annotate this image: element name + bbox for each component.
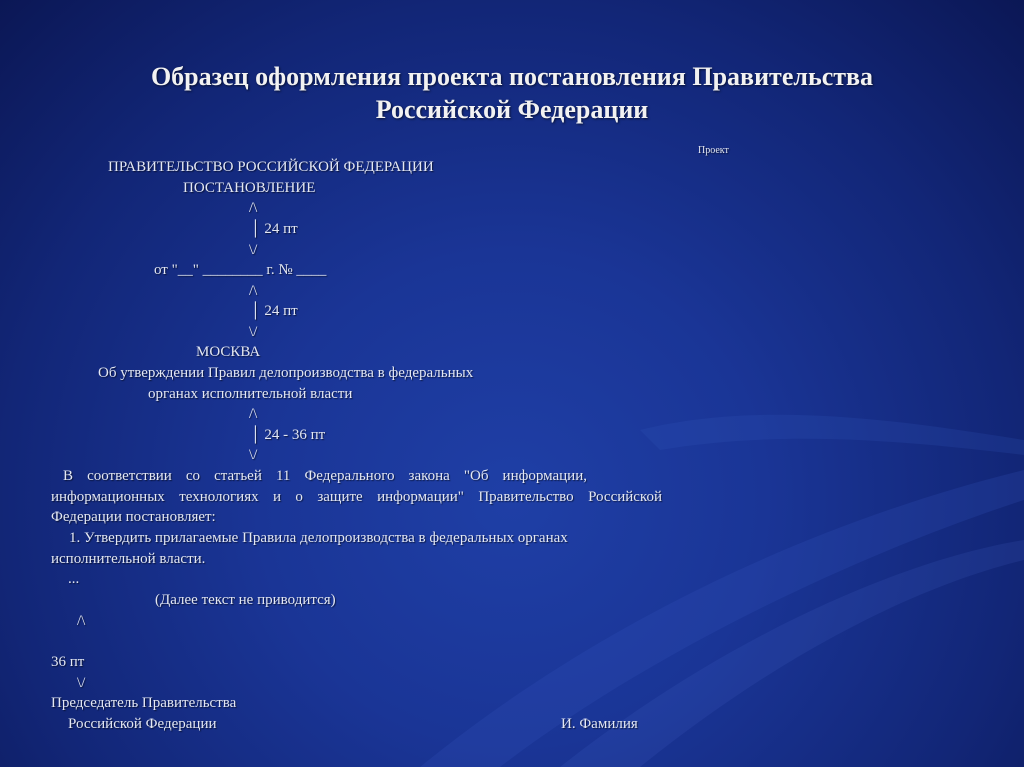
spacing-label-24-36pt: │ 24 - 36 пт xyxy=(250,427,326,443)
header-organization: ПРАВИТЕЛЬСТВО РОССИЙСКОЙ ФЕДЕРАЦИИ xyxy=(108,159,434,175)
spacing-arrow-up-4: /\ xyxy=(77,613,86,629)
header-document-type: ПОСТАНОВЛЕНИЕ xyxy=(183,180,316,196)
spacing-label-24pt-2: │ 24 пт xyxy=(250,303,298,319)
spacing-arrow-down-3: \/ xyxy=(249,447,258,463)
spacing-label-24pt-1: │ 24 пт xyxy=(250,221,298,237)
spacing-arrow-up-1: /\ xyxy=(249,200,258,216)
omitted-text-note: (Далее текст не приводится) xyxy=(155,592,336,608)
date-number-line: от "__" ________ г. № ____ xyxy=(154,262,327,278)
slide-title-line-2: Российской Федерации xyxy=(375,95,649,124)
signer-title-line-2: Российской Федерации xyxy=(68,716,217,732)
subject-line-1: Об утверждении Правил делопроизводства в федеральных xyxy=(98,365,474,381)
spacing-arrow-down-4: \/ xyxy=(77,675,86,691)
subject-line-2: органах исполнительной власти xyxy=(148,386,353,402)
city: МОСКВА xyxy=(196,344,261,360)
slide-title-line-1: Образец оформления проекта постановления Правительства xyxy=(150,62,874,91)
item-1-line-1: 1. Утвердить прилагаемые Правила делопроизводства в федеральных органах xyxy=(69,530,568,546)
signer-name: И. Фамилия xyxy=(561,716,638,732)
spacing-arrow-up-3: /\ xyxy=(249,406,258,422)
spacing-arrow-down-2: \/ xyxy=(249,324,258,340)
spacing-label-36pt: 36 пт xyxy=(51,654,85,670)
slide-title xyxy=(0,60,1024,126)
preamble-line-1: В соответствии со статьей 11 Федерального закона "Об информации, xyxy=(63,468,587,484)
item-1-line-2: исполнительной власти. xyxy=(51,551,206,567)
signer-title-line-1: Председатель Правительства xyxy=(51,695,237,711)
preamble-line-2: информационных технологиях и о защите информации" Правительство Российской xyxy=(51,489,662,505)
draft-mark: Проект xyxy=(698,145,729,156)
preamble-line-3: Федерации постановляет: xyxy=(51,509,216,525)
spacing-arrow-down-1: \/ xyxy=(249,242,258,258)
spacing-arrow-up-2: /\ xyxy=(249,283,258,299)
ellipsis: ... xyxy=(68,571,80,587)
